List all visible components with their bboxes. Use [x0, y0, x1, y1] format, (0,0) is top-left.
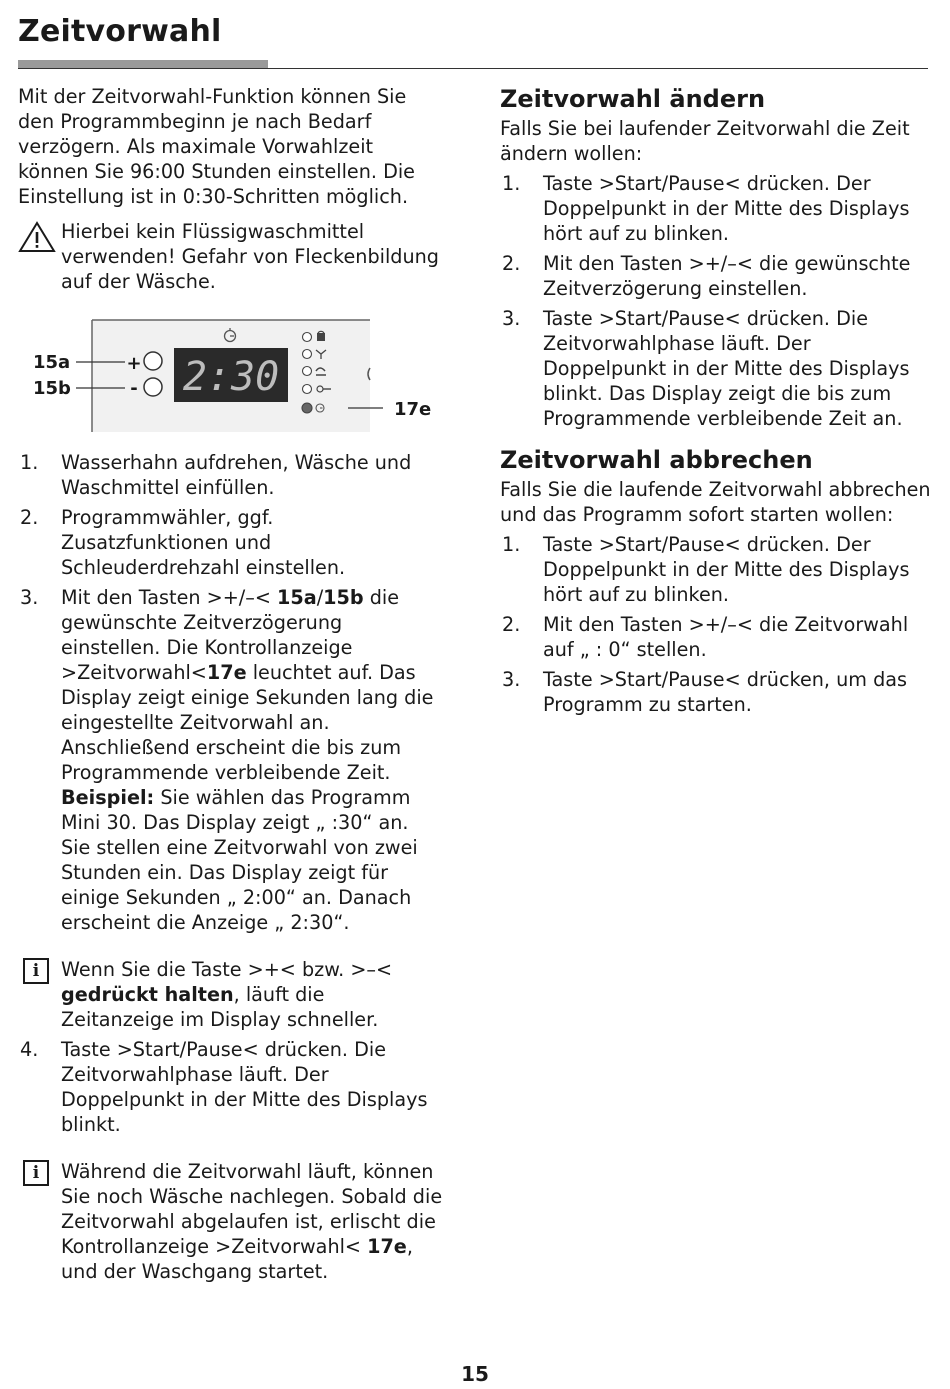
- list-item: [18, 450, 443, 500]
- step-number: 2.: [502, 613, 521, 636]
- warning-text: Hierbei kein Flüssigwaschmittel verwenden! Gefahr von Fleckenbildung auf der Wäsche.: [61, 220, 439, 293]
- steps-list: [500, 532, 932, 717]
- step-text: Mit den Tasten >+/–< die gewünschte Zeitverzögerung einstellen.: [543, 252, 911, 300]
- list-item: [500, 251, 932, 301]
- info-icon: i: [23, 1160, 49, 1186]
- title-rule: [18, 68, 928, 69]
- section-heading: Zeitvorwahl ändern: [500, 85, 766, 113]
- step-number: 3.: [20, 586, 39, 609]
- list-item: [500, 306, 932, 431]
- step-number: 4.: [20, 1038, 39, 1061]
- section-heading: Zeitvorwahl abbrechen: [500, 446, 813, 474]
- list-item: [500, 612, 932, 662]
- info-text: Während die Zeitvorwahl läuft, können Sie noch Wäsche nachlegen. Sobald die Zeitvorwahl abgelaufen ist, erlischt die Kontrollanzeige >Zeitvorwahl< 17e, und der Waschgang startet.: [61, 1160, 443, 1283]
- step-number: 1.: [502, 533, 521, 556]
- list-item: [500, 532, 932, 607]
- right-column: [500, 84, 932, 717]
- step-text: Taste >Start/Pause< drücken. Der Doppelpunkt in der Mitte des Displays hört auf zu blinken.: [543, 533, 910, 606]
- step-text: Taste >Start/Pause< drücken. Der Doppelpunkt in der Mitte des Displays hört auf zu blinken.: [543, 172, 910, 245]
- steps-list: [18, 450, 443, 935]
- info-icon: i: [23, 958, 49, 984]
- section-intro: Falls Sie bei laufender Zeitvorwahl die Zeit ändern wollen:: [500, 117, 910, 165]
- step-number: 3.: [502, 307, 521, 330]
- step-number: 2.: [502, 252, 521, 275]
- step-text: Mit den Tasten >+/–< 15a/15b die gewünschte Zeitverzögerung einstellen. Die Kontrollanzeige >Zeitvorwahl<17e leuchtet auf. Das Display zeigt einige Sekunden lang die eingestellte Zeitvorwahl an. Anschließend erscheint die bis zum Programmende verbleibende Zeit. Beispiel: Sie wählen das Programm Mini 30. Das Display zeigt „ :30“ an. Sie stellen eine Zeitvorwahl von zwei Stunden ein. Das Display zeigt für einige Sekunden „ 2:00“ an. Danach erscheint die Anzeige „ 2:30“.: [61, 586, 434, 934]
- list-item: [18, 505, 443, 580]
- label-17e: 17e: [394, 399, 432, 420]
- step-text: Taste >Start/Pause< drücken, um das Programm zu starten.: [543, 668, 907, 716]
- list-item: [500, 667, 932, 717]
- info-text: Wenn Sie die Taste >+< bzw. >–< gedrückt halten, läuft die Zeitanzeige im Display schneller.: [61, 958, 393, 1031]
- step-text: Programmwähler, ggf. Zusatzfunktionen und Schleuderdrehzahl einstellen.: [61, 506, 346, 579]
- display-readout: 2:30: [182, 354, 280, 400]
- info-note: [18, 957, 443, 1032]
- step-text: Mit den Tasten >+/–< die Zeitvorwahl auf „ : 0“ stellen.: [543, 613, 909, 661]
- plus-button[interactable]: +: [126, 353, 142, 374]
- example-label: Beispiel:: [61, 786, 155, 809]
- list-item: [18, 1037, 443, 1137]
- section-intro: Falls Sie die laufende Zeitvorwahl abbrechen und das Programm sofort starten wollen:: [500, 478, 931, 526]
- step-number: 1.: [502, 172, 521, 195]
- step-number: 2.: [20, 506, 39, 529]
- step-number: 3.: [502, 668, 521, 691]
- page-title: Zeitvorwahl: [18, 14, 222, 49]
- steps-list-continued: [18, 1037, 443, 1137]
- minus-button[interactable]: -: [130, 378, 138, 399]
- steps-list: [500, 171, 932, 431]
- intro-paragraph: Mit der Zeitvorwahl-Funktion können Sie den Programmbeginn je nach Bedarf verzögern. Als maximale Vorwahlzeit können Sie 96:00 Stunden einstellen. Die Einstellung ist in 0:30-Schritten möglich.: [18, 85, 415, 208]
- step-text: Wasserhahn aufdrehen, Wäsche und Waschmittel einfüllen.: [61, 451, 412, 499]
- left-column: [18, 84, 443, 1284]
- example-text: Sie wählen das Programm Mini 30. Das Display zeigt „ :30“ an. Sie stellen eine Zeitvorwahl von zwei Stunden ein. Das Display zeigt für einige Sekunden „ 2:00“ an. Danach erscheint die Anzeige „ 2:30“.: [61, 786, 418, 934]
- title-underline-bar: [18, 60, 268, 68]
- step-text: Taste >Start/Pause< drücken. Die Zeitvorwahlphase läuft. Der Doppelpunkt in der Mitte des Displays blinkt. Das Display zeigt die bis zum Programmende verbleibende Zeit an.: [543, 307, 910, 430]
- control-panel-figure: [18, 314, 443, 446]
- step-text: Taste >Start/Pause< drücken. Die Zeitvorwahlphase läuft. Der Doppelpunkt in der Mitte des Displays blinkt.: [61, 1038, 428, 1136]
- warning-icon: [18, 221, 56, 259]
- label-15b: 15b: [33, 378, 71, 399]
- warning-note: [18, 219, 443, 294]
- info-note: [18, 1159, 443, 1284]
- list-item: [500, 171, 932, 246]
- page-number: 15: [461, 1362, 489, 1386]
- list-item: [18, 585, 443, 935]
- label-15a: 15a: [33, 352, 71, 373]
- step-number: 1.: [20, 451, 39, 474]
